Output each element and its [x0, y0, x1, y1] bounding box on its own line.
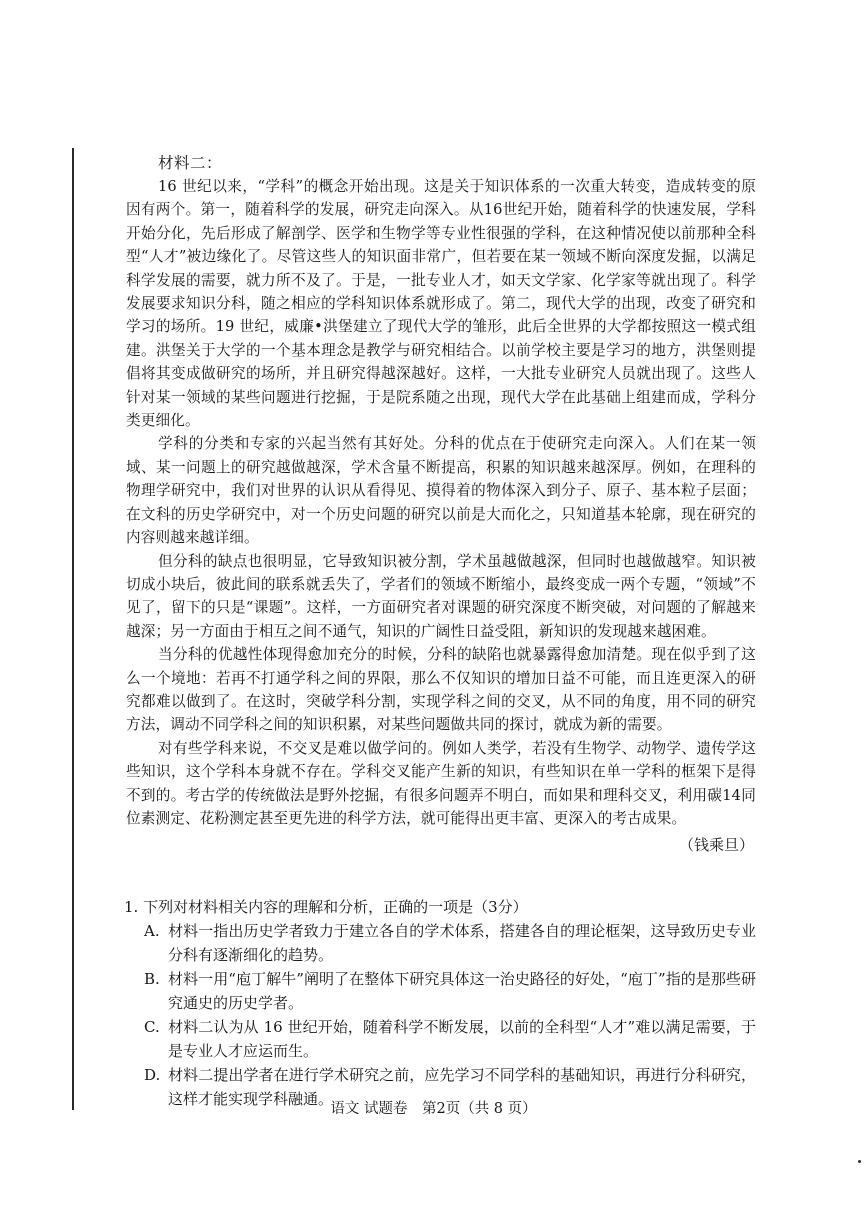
question-block — [124, 896, 756, 1111]
reading-material — [126, 152, 756, 857]
option-letter: B. — [144, 970, 160, 988]
scan-speck — [858, 1160, 861, 1163]
option-letter: A. — [144, 922, 160, 940]
option-text: 材料二认为从 16 世纪开始，随着科学不断发展，以前的全科型“人才”难以满足需要，于是专业人才应运而生。 — [168, 1018, 756, 1060]
material-paragraph: 16 世纪以来，“学科”的概念开始出现。这是关于知识体系的一次重大转变，造成转变的原因有两个。第一，随着科学的发展，研究走向深入。从16世纪开始，随着科学的快速发展，学科开始分化，先后形成了解剖学、医学和生物学等专业性很强的学科，在这种情况使以前那种全科型“人才”被边缘化了。尽管这些人的知识面非常广，但若要在某一领域不断向深度发掘，以满足科学发展的需要，就力所不及了。于是，一批专业人才，如天文学家、化学家等就出现了。科学发展要求知识分科，随之相应的学科知识体系就形成了。第二，现代大学的出现，改变了研究和学习的场所。19 世纪，威廉•洪堡建立了现代大学的雏形，此后全世界的大学都按照这一模式组建。洪堡关于大学的一个基本理念是教学与研究相结合。以前学校主要是学习的地方，洪堡则提倡将其变成做研究的场所，并且研究得越深越好。这样，一大批专业研究人员就出现了。这些人针对某一领域的某些问题进行挖掘，于是院系随之出现，现代大学在此基础上组建而成，学科分类更细化。 — [126, 178, 756, 430]
author-attribution: （钱乘旦） — [678, 836, 754, 855]
binding-margin-line — [72, 148, 74, 1110]
material-title: 材料二： — [158, 154, 223, 172]
question-stem: 1. 下列对材料相关内容的理解和分析，正确的一项是（3分） — [124, 898, 528, 916]
option-letter: D. — [144, 1066, 161, 1084]
option-c — [144, 1015, 756, 1063]
option-text: 材料一指出历史学者致力于建立各自的学术体系，搭建各自的理论框架，这导致历史专业分科有逐渐细化的趋势。 — [168, 922, 756, 964]
option-b — [144, 967, 756, 1015]
material-paragraph: 对有些学科来说，不交叉是难以做学问的。例如人类学，若没有生物学、动物学、遗传学这些知识，这个学科本身就不存在。学科交叉能产生新的知识，有些知识在单一学科的框架下是得不到的。考古学的传统做法是野外挖掘，有很多问题弄不明白，而如果和理科交叉，利用碳14同位素测定、花粉测定甚至更先进的科学方法，就可能得出更丰富、更深入的考古成果。 — [126, 739, 756, 827]
material-paragraph: 学科的分类和专家的兴起当然有其好处。分科的优点在于使研究走向深入。人们在某一领域、某一问题上的研究越做越深，学术含量不断提高，积累的知识越来越深厚。例如，在理科的物理学研究中，我们对世界的认识从看得见、摸得着的物体深入到分子、原子、基本粒子层面；在文科的历史学研究中，对一个历史问题的研究以前是大而化之，只知道基本轮廓，现在研究的内容则越来越详细。 — [126, 435, 756, 547]
option-text: 材料二提出学者在进行学术研究之前，应先学习不同学科的基础知识，再进行分科研究，这样才能实现学科融通。 — [168, 1066, 756, 1108]
option-text: 材料一用“庖丁解牛”阐明了在整体下研究具体这一治史路径的好处，“庖丁”指的是那些研究通史的历史学者。 — [168, 970, 756, 1012]
page-footer: 语文 试题卷 第2页（共 8 页） — [330, 1101, 537, 1117]
material-paragraph: 但分科的缺点也很明显，它导致知识被分割，学术虽越做越深，但同时也越做越窄。知识被切成小块后，彼此间的联系就丢失了，学者们的领域不断缩小，最终变成一两个专题，“领域”不见了，留下的只是“课题”。这样，一方面研究者对课题的研究深度不断突破，对问题的了解越来越深；另一方面由于相互之间不通气，知识的广阔性日益受阻，新知识的发现越来越困难。 — [126, 552, 756, 640]
material-paragraph: 当分科的优越性体现得愈加充分的时候，分科的缺陷也就暴露得愈加清楚。现在似乎到了这么一个境地：若再不打通学科之间的界限，那么不仅知识的增加日益不可能，而且连更深入的研究都难以做到了。在这时，突破学科分割，实现学科之间的交叉，从不同的角度，用不同的研究方法，调动不同学科之间的知识积累，对某些问题做共同的探讨，就成为新的需要。 — [126, 646, 756, 734]
option-letter: C. — [144, 1018, 160, 1036]
option-a — [144, 919, 756, 967]
